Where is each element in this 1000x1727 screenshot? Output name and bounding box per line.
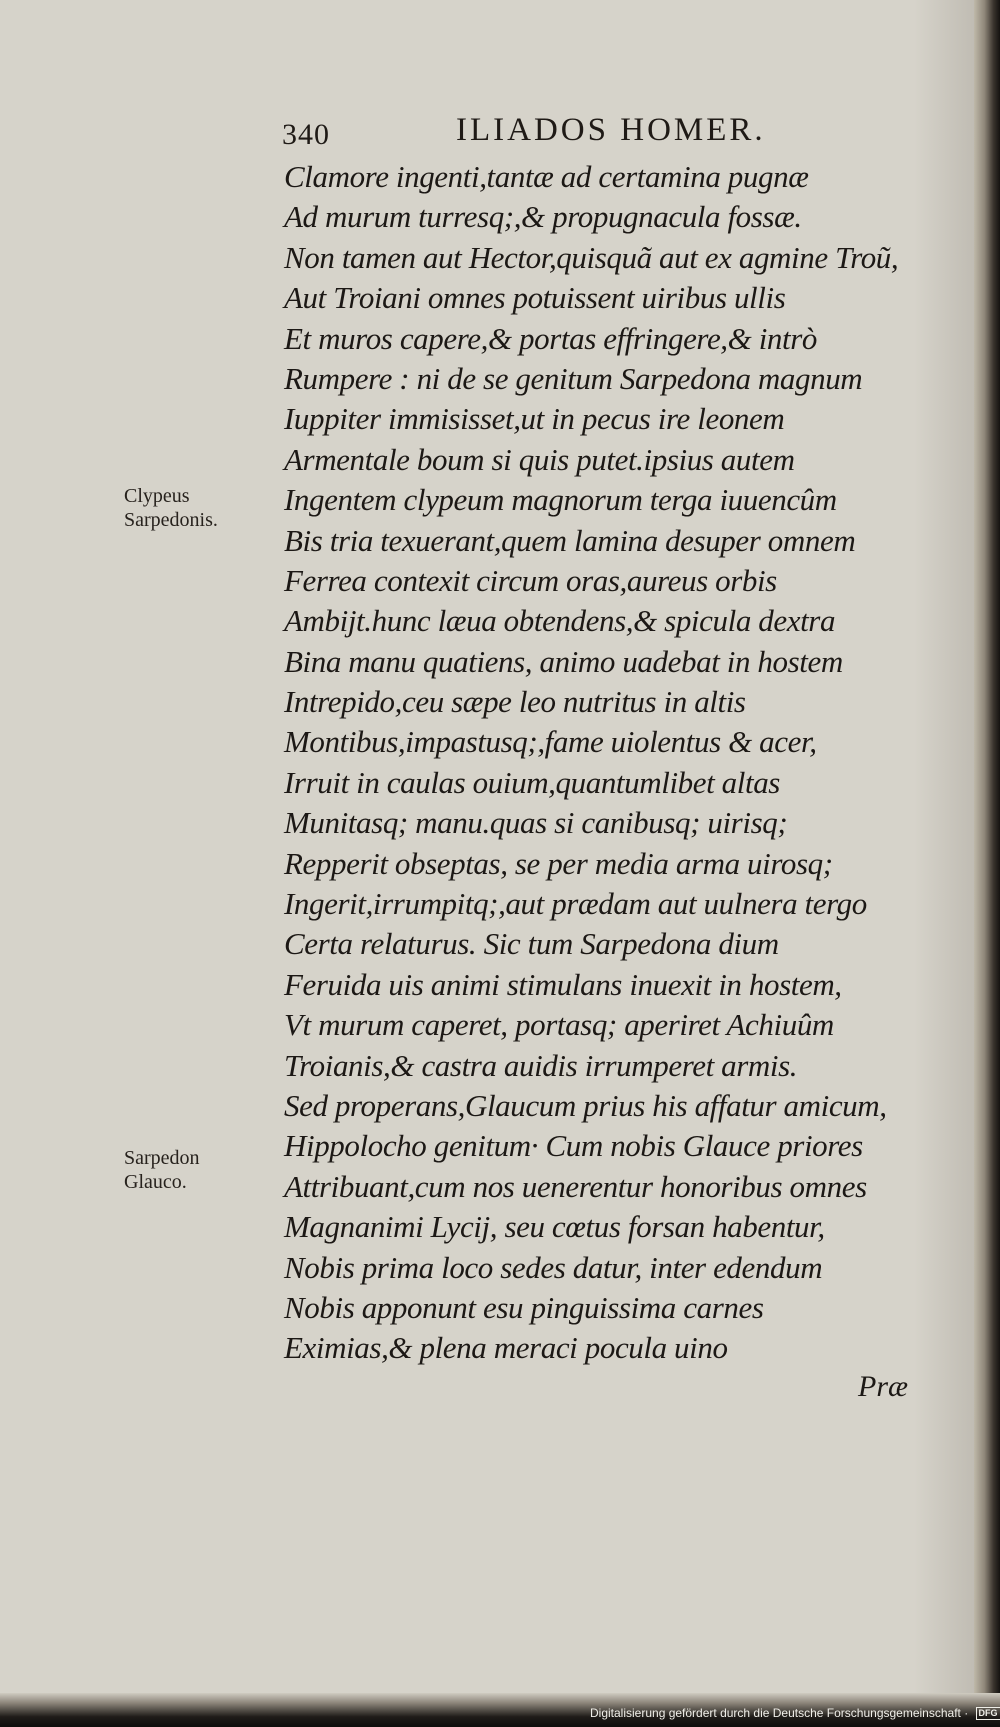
verse-line: Feruida uis animi stimulans inuexit in hostem,: [284, 966, 842, 1002]
verse-line: Bis tria texuerant,quem lamina desuper omnem: [284, 522, 856, 558]
verse-line: Nobis prima loco sedes datur, inter edendum: [284, 1249, 823, 1285]
marginal-note: Sarpedon Glauco.: [124, 1147, 200, 1193]
running-title: ILIADOS HOMER.: [456, 112, 766, 148]
verse-line: Ingerit,irrumpitq;,aut prædam aut uulnera tergo: [284, 886, 867, 922]
verse-line: Irruit in caulas ouium,quantumlibet altas: [284, 764, 780, 800]
digitization-credit: [590, 1706, 1000, 1720]
verse-line: Aut Troiani omnes potuissent uiribus ullis: [284, 280, 786, 316]
verse-line: Bina manu quatiens, animo uadebat in hostem: [284, 643, 843, 679]
verse-line: Nobis apponunt esu pinguissima carnes: [284, 1289, 764, 1325]
catchword: Præ: [858, 1370, 909, 1403]
folio-number: 340: [282, 118, 330, 151]
verse-line: Sed properans,Glaucum prius his affatur amicum,: [284, 1087, 887, 1123]
verse-line: Repperit obseptas, se per media arma uirosq;: [284, 845, 833, 881]
verse-line: Non tamen aut Hector,quisquã aut ex agmine Troũ,: [284, 239, 899, 275]
verse-line: Ambijt.hunc læua obtendens,& spicula dextra: [284, 603, 836, 639]
verse-line: Eximias,& plena meraci pocula uino: [284, 1330, 728, 1366]
verse-line: Clamore ingenti,tantæ ad certamina pugnæ: [284, 159, 809, 194]
verse-line: Intrepido,ceu sæpe leo nutritus in altis: [284, 684, 746, 720]
page-header: [282, 112, 802, 156]
verse-line: Ferrea contexit circum oras,aureus orbis: [284, 562, 777, 598]
verse-line: Attribuant,cum nos uenerentur honoribus omnes: [284, 1168, 867, 1204]
verse-line: Iuppiter immisisset,ut in pecus ire leonem: [284, 401, 785, 437]
verse-line: Troianis,& castra auidis irrumperet armis.: [284, 1047, 798, 1083]
verse-line: Et muros capere,& portas effringere,& intrò: [284, 320, 818, 356]
credit-text: Digitalisierung gefördert durch die Deutsche Forschungsgemeinschaft ·: [590, 1706, 969, 1720]
verse-line: Armentale boum si quis putet.ipsius autem: [284, 441, 795, 477]
marginal-note: Clypeus Sarpedonis.: [124, 485, 218, 531]
verse-line: Montibus,impastusq;,fame uiolentus & acer,: [284, 724, 817, 760]
book-edge-right: [974, 0, 1000, 1727]
verse-line: Munitasq; manu.quas si canibusq; uirisq;: [284, 805, 788, 841]
verse-line: Hippolocho genitum· Cum nobis Glauce priores: [284, 1128, 863, 1164]
verse-line: Vt murum caperet, portasq; aperiret Achiuûm: [284, 1007, 834, 1043]
dfg-logo-icon: DFG: [976, 1707, 1000, 1720]
verse-line: Rumpere : ni de se genitum Sarpedona magnum: [284, 360, 863, 396]
verse-line: Ad murum turresq;,& propugnacula fossæ.: [284, 199, 802, 235]
verse-block: [284, 157, 924, 1369]
verse-line: Ingentem clypeum magnorum terga iuuencûm: [284, 482, 837, 518]
verse-line: Certa relaturus. Sic tum Sarpedona dium: [284, 926, 779, 962]
verse-line: Magnanimi Lycij, seu cœtus forsan habentur,: [284, 1209, 825, 1245]
